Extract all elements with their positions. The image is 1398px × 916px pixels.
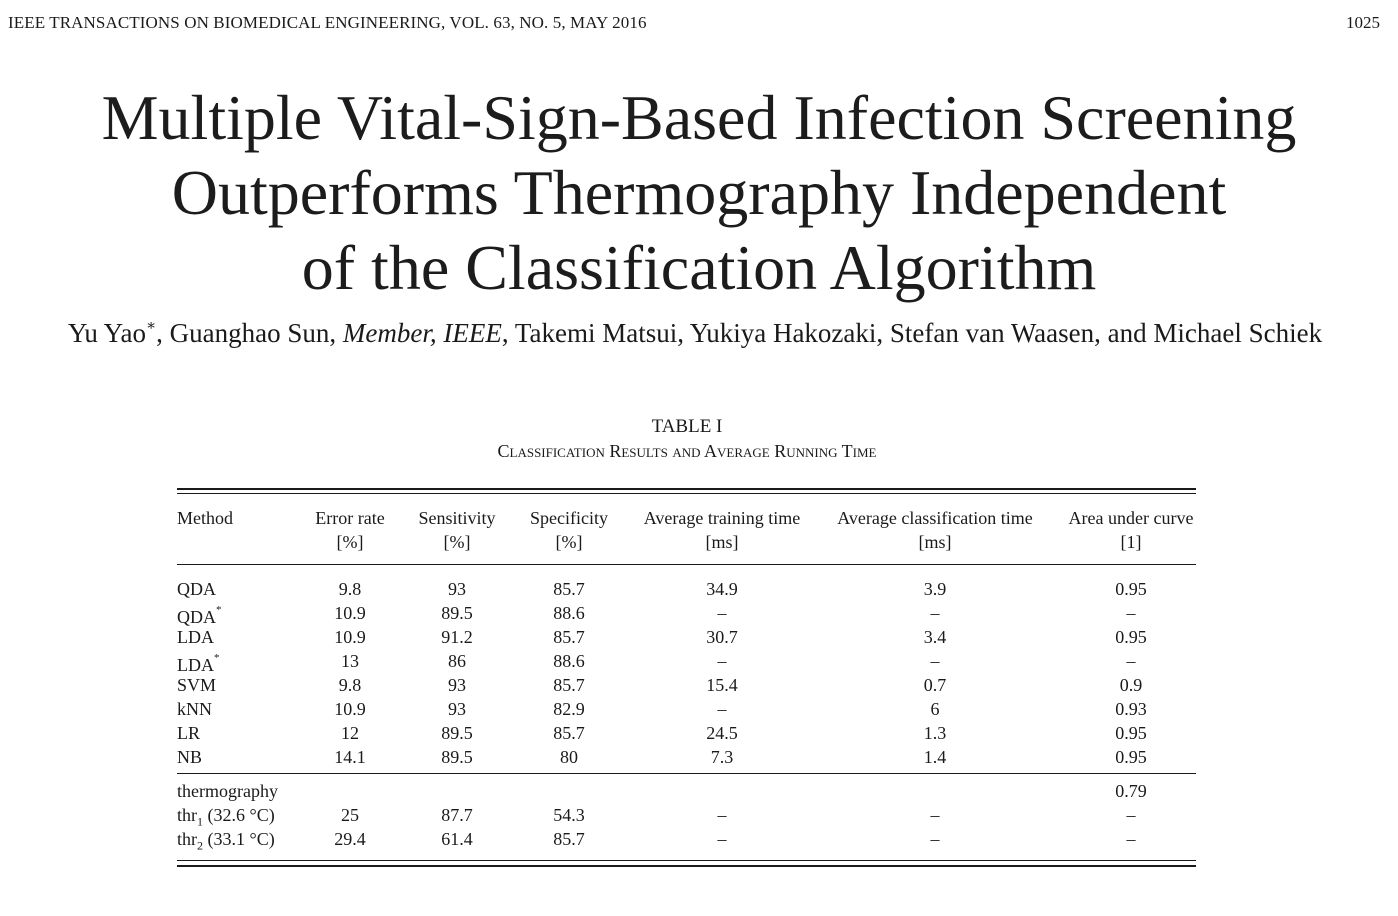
table-row (0, 626, 1398, 650)
other-authors: , Takemi Matsui, Yukiya Hakozaki, Stefan van Waasen, and Michael Schiek (501, 318, 1323, 348)
column-header-auc: Area under curve [1] (1068, 508, 1194, 552)
section-rule (177, 773, 1196, 774)
method-cell: QDA (177, 579, 216, 599)
table-row (0, 746, 1398, 770)
column-header-training-time: Average training time [ms] (643, 508, 801, 552)
value-cell: 85.7 (553, 723, 585, 743)
value-cell: 89.5 (441, 747, 473, 767)
table-top-rule (177, 488, 1196, 490)
table-row (0, 674, 1398, 698)
value-cell: 30.7 (706, 627, 738, 647)
value-cell: 86 (448, 651, 466, 671)
method-cell: kNN (177, 699, 212, 719)
method-cell: SVM (177, 675, 217, 695)
method-cell: LDA (177, 627, 214, 647)
value-cell: 7.3 (710, 747, 734, 767)
value-cell: 1.3 (923, 723, 947, 743)
value-cell: 13 (341, 651, 359, 671)
table-row (0, 804, 1398, 828)
author-list (0, 318, 1390, 349)
value-cell: 25 (341, 805, 359, 825)
table-caption: Classification Results and Average Running Time (497, 441, 877, 461)
value-cell: 0.95 (1115, 723, 1147, 743)
value-cell: 89.5 (441, 603, 473, 623)
running-head: IEEE TRANSACTIONS ON BIOMEDICAL ENGINEERING, VOL. 63, NO. 5, MAY 2016 (8, 13, 647, 32)
table-row (0, 578, 1398, 602)
value-cell: 61.4 (441, 829, 473, 849)
value-cell: – (930, 603, 940, 623)
value-cell: 85.7 (553, 675, 585, 695)
value-cell: 88.6 (553, 603, 585, 623)
value-cell: 0.95 (1115, 579, 1147, 599)
method-cell: LR (177, 723, 201, 743)
method-cell: QDA* (177, 604, 222, 627)
value-cell: – (930, 829, 940, 849)
table-top-rule-thin (177, 493, 1196, 494)
value-cell: 0.9 (1119, 675, 1143, 695)
value-cell: 9.8 (338, 579, 362, 599)
value-cell: – (1126, 805, 1136, 825)
value-cell: 80 (560, 747, 578, 767)
header-rule (177, 564, 1196, 565)
value-cell: 91.2 (441, 627, 473, 647)
value-cell: 12 (341, 723, 359, 743)
value-cell: 85.7 (553, 829, 585, 849)
value-cell: – (1126, 603, 1136, 623)
value-cell: – (1126, 651, 1136, 671)
value-cell: 3.9 (923, 579, 947, 599)
value-cell: 0.79 (1115, 781, 1147, 801)
value-cell: 85.7 (553, 627, 585, 647)
column-header-error-rate: Error rate [%] (315, 508, 385, 552)
method-cell: thermography (177, 781, 278, 801)
first-author: Yu Yao (67, 318, 146, 348)
value-cell: 87.7 (441, 805, 473, 825)
value-cell: 0.95 (1115, 747, 1147, 767)
value-cell: 0.7 (923, 675, 947, 695)
table-row (0, 780, 1398, 804)
value-cell: 6 (930, 699, 940, 719)
method-cell: LDA* (177, 652, 220, 675)
value-cell: 29.4 (334, 829, 366, 849)
column-header-method: Method (177, 508, 233, 528)
author-affiliation: Member, IEEE (342, 318, 502, 348)
title-line: Multiple Vital-Sign-Based Infection Screening (101, 82, 1297, 153)
method-cell: thr$_1$ (32.6 °C) (177, 805, 275, 829)
value-cell: 10.9 (334, 603, 366, 623)
value-cell: 10.9 (334, 627, 366, 647)
page-number: 1025 (1346, 13, 1380, 32)
corresponding-mark: ∗ (145, 318, 157, 334)
table-label: TABLE I (651, 416, 723, 437)
table-row (0, 650, 1398, 674)
method-cell: thr$_2$ (33.1 °C) (177, 829, 275, 853)
value-cell: 24.5 (706, 723, 738, 743)
table-row (0, 722, 1398, 746)
value-cell: 85.7 (553, 579, 585, 599)
value-cell: – (1126, 829, 1136, 849)
value-cell: – (717, 805, 727, 825)
value-cell: 82.9 (553, 699, 585, 719)
value-cell: – (717, 699, 727, 719)
value-cell: 0.95 (1115, 627, 1147, 647)
table-row (0, 828, 1398, 852)
value-cell: – (930, 805, 940, 825)
value-cell: 93 (448, 675, 466, 695)
value-cell: 89.5 (441, 723, 473, 743)
value-cell: 93 (448, 699, 466, 719)
value-cell: – (930, 651, 940, 671)
value-cell: – (717, 603, 727, 623)
value-cell: 0.93 (1115, 699, 1147, 719)
value-cell: 10.9 (334, 699, 366, 719)
method-cell: NB (177, 747, 203, 767)
value-cell: – (717, 651, 727, 671)
column-header-classification-time: Average classification time [ms] (837, 508, 1033, 552)
value-cell: 34.9 (706, 579, 738, 599)
value-cell: 15.4 (706, 675, 738, 695)
value-cell: 9.8 (338, 675, 362, 695)
paper-title (0, 80, 1398, 305)
title-line: Outperforms Thermography Independent (171, 157, 1227, 228)
author-sep: , (329, 318, 343, 348)
title-line: of the Classification Algorithm (301, 232, 1097, 303)
table-row (0, 602, 1398, 626)
column-header-sensitivity: Sensitivity [%] (418, 508, 496, 552)
column-header-specificity: Specificity [%] (530, 508, 608, 552)
table-bottom-rule (177, 865, 1196, 867)
value-cell: – (717, 829, 727, 849)
value-cell: 93 (448, 579, 466, 599)
table-bottom-rule-thin (177, 860, 1196, 861)
second-author: , Guanghao Sun (156, 318, 330, 348)
value-cell: 14.1 (334, 747, 366, 767)
table-row (0, 698, 1398, 722)
value-cell: 88.6 (553, 651, 585, 671)
value-cell: 54.3 (553, 805, 585, 825)
value-cell: 3.4 (923, 627, 947, 647)
value-cell: 1.4 (923, 747, 947, 767)
